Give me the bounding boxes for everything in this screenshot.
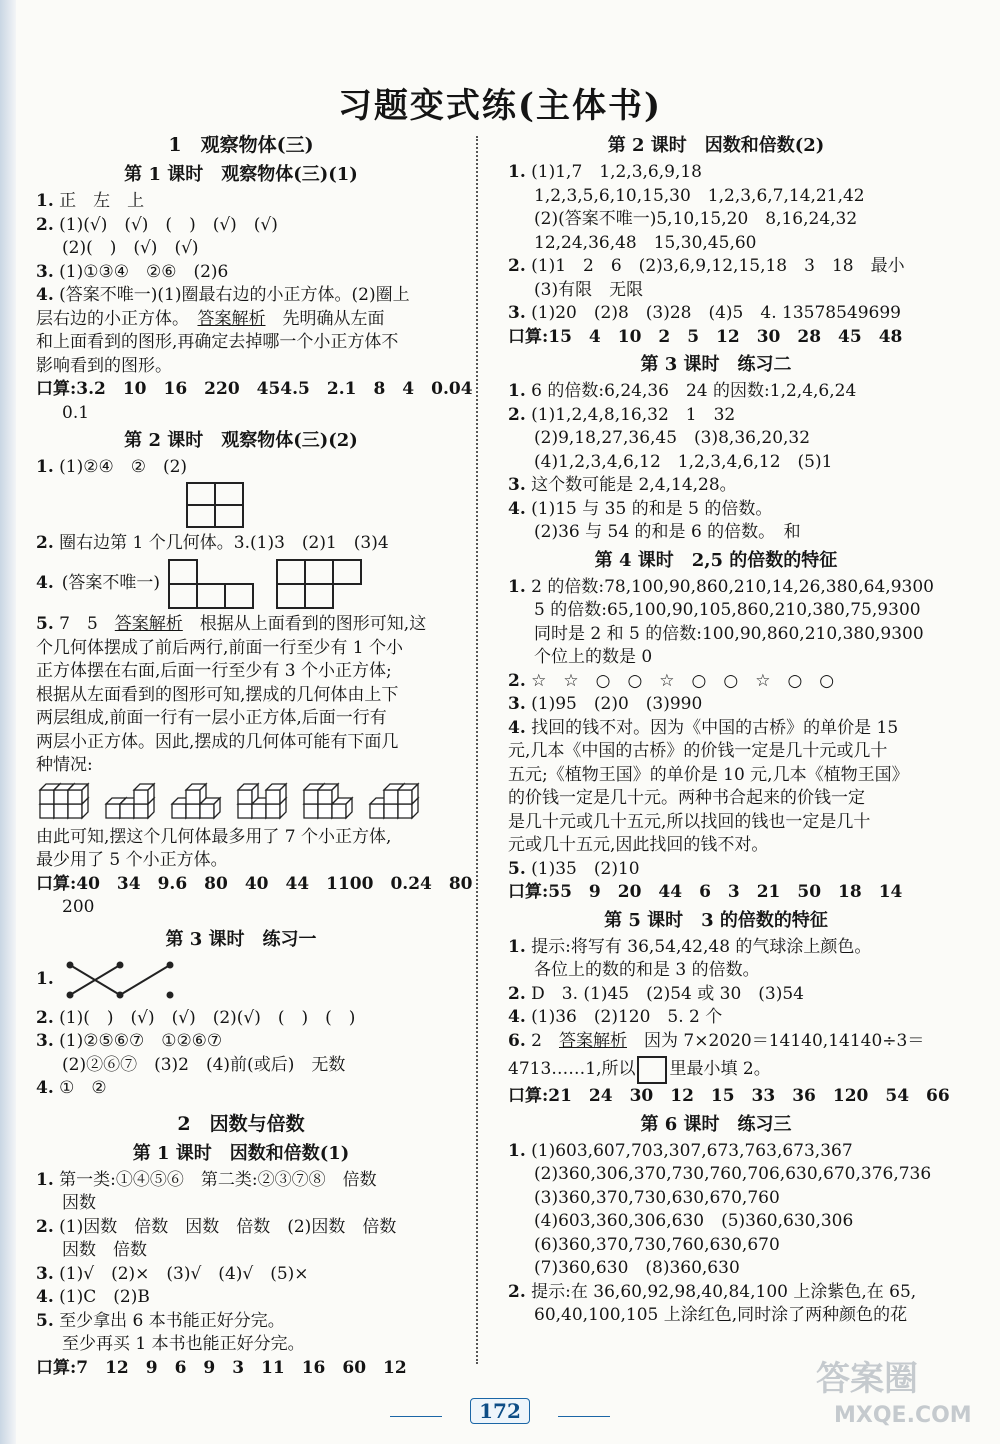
answer-line: 2. (1)(√) (√) ( ) (√) (√) [36,214,278,235]
cube-icon [266,784,286,804]
answer-line: (4)603,360,306,630 (5)360,630,306 [534,1211,854,1231]
answer-line: 元,几本《中国的古桥》的价钱一定是几十元或几十 [508,741,888,761]
column-divider [476,136,478,1364]
answer-line: (2)360,306,370,730,760,706,630,670,376,736 [534,1164,932,1184]
oral-calc: 口算:55 9 20 44 6 3 21 50 18 14 [508,882,903,902]
oral-calc: 口算:21 24 30 12 15 33 36 120 54 66 [508,1086,950,1106]
answer-line: 个位上的数是 0 [534,647,653,667]
answer-line: 1. 第一类:①④⑤⑥ 第二类:②③⑦⑧ 倍数 [36,1169,377,1190]
shape-answer: 4. (答案不唯一) [36,557,446,611]
answer-line: 2. 圈右边第 1 个几何体。3.(1)3 (2)1 (3)4 [36,532,389,553]
oral-calc: 0.1 [62,402,90,423]
answer-line: 3. (1)①③④ ②⑥ (2)6 [36,261,229,282]
answer-line: 1. 6 的倍数:6,24,36 24 的因数:1,2,4,6,24 [508,381,857,401]
answer-line: 是几十元或几十五元,所以找回的钱也一定是几十 [508,811,871,832]
answer-line: 两层组成,前面一行有一层小正方体,后面一行有 [36,708,387,728]
answer-line: 5 的倍数:65,100,90,105,860,210,380,75,9300 [534,600,921,620]
svg-text:答案圈: 答案圈 [816,1359,918,1399]
cube-figures [36,780,446,824]
cube-icon [186,784,206,804]
oral-calc: 口算:40 34 9.6 80 40 44 1100 0.24 80 [36,873,473,894]
cube-icon [318,784,338,804]
answer-line: 由此可知,摆这个几何体最多用了 7 个小正方体, [36,826,392,847]
answer-line: 1. (1)②④ ② (2) [36,457,188,477]
answer-line: 和上面看到的图形,再确定去掉哪一个小正方体不 [36,332,399,352]
answer-line: 正方体摆在右面,后面一行至少有 3 个小正方体; [36,661,392,681]
cube-icon [398,784,418,804]
answer-line: (2)②⑥⑦ (3)2 (4)前(或后) 无数 [62,1054,346,1075]
oral-calc: 口算:15 4 10 2 5 12 30 28 45 48 [508,326,903,347]
page-number: 172 [440,1398,560,1432]
answer-line: 2. (1)1,2,4,8,16,32 1 32 [508,404,736,425]
answer-line: 最少用了 5 个小正方体。 [36,850,228,870]
answer-line: 4. (答案不唯一)(1)圈最右边的小正方体。(2)圈上 [36,285,410,305]
answer-line: 2. (1)1 2 6 (2)3,6,9,12,15,18 3 18 最小 [508,256,905,276]
answer-line: 两层小正方体。因此,摆成的几何体可能有下面几 [36,731,399,752]
lesson-heading: 第 3 课时 练习二 [640,354,792,375]
oral-calc: 200 [62,897,95,917]
answer-line: 五元;《植物王国》的单价是 10 元,几本《植物王国》 [508,764,909,785]
answer-line: 因数 倍数 [62,1240,147,1260]
answer-line: 至少再买 1 本书也能正好分完。 [62,1334,305,1354]
answer-line: 3. (1)95 (2)0 (3)990 [508,694,703,714]
answer-line: (4)1,2,3,4,6,12 1,2,3,4,6,12 (5)1 [534,451,833,472]
answer-line: 2. 提示:在 36,60,92,98,40,84,100 上涂紫色,在 65, [508,1281,917,1302]
analysis-tag: 答案解析 [114,614,183,634]
answer-line: 3. (1)√ (2)× (3)√ (4)√ (5)× [36,1263,309,1284]
answer-line: 种情况: [36,755,93,775]
cube-icon [68,784,88,804]
answer-line: (2)9,18,27,36,45 (3)8,36,20,32 [534,428,811,448]
answer-line: 4. (1)15 与 35 的和是 5 的倍数。 [508,498,773,519]
answer-line: (3)有限 无限 [534,279,644,300]
answer-line: 5. 7 5 答案解析 根据从上面看到的图形可知,这 [36,614,427,634]
analysis-tag: 答案解析 [558,1030,627,1051]
answer-line: (3)360,370,730,630,670,760 [534,1187,780,1208]
oral-calc: 口算:7 12 9 6 9 3 11 16 60 12 [36,1357,407,1378]
answer-line: 4713……1,所以 里最小填 2。 [508,1053,924,1085]
right-column [508,130,950,1328]
matching-figure: 1. [36,955,446,1005]
analysis-tag: 答案解析 [197,308,266,329]
answer-line: 6. 2 答案解析 因为 7×2020＝14140,14140÷3＝ [508,1030,925,1051]
answer-line: 1,2,3,5,6,10,15,30 1,2,3,6,7,14,21,42 [534,185,865,206]
cube-icon [238,784,258,804]
svg-text:MXQE.COM: MXQE.COM [834,1403,972,1428]
answer-line: 4. (1)36 (2)120 5. 2 个 [508,1007,723,1027]
answer-line: 因数 [62,1193,96,1213]
page-edge [0,0,16,1444]
answer-line: 的价钱一定是几十元。两种书合起来的价钱一定 [508,788,865,808]
answer-line: 4. (1)C (2)B [36,1287,150,1307]
answer-line: 2. D 3. (1)45 (2)54 或 30 (3)54 [508,983,804,1004]
lesson-heading: 第 4 课时 2,5 的倍数的特征 [594,549,838,571]
answer-line: (2)( ) (√) (√) [62,238,199,258]
answer-line: 3. (1)20 (2)8 (3)28 (4)5 4. 13578549699 [508,303,901,323]
answer-line: 60,40,100,105 上涂红色,同时涂了两种颜色的花 [534,1305,908,1325]
answer-line: 元或几十五元,因此找回的钱不对。 [508,835,769,855]
answer-line: 1. 2 的倍数:78,100,90,860,210,14,26,380,64,9300 [508,576,934,597]
blank-box [637,1056,667,1084]
answer-line: 3. (1)②⑤⑥⑦ ①②⑥⑦ [36,1031,223,1051]
answer-line: 2. ☆ ☆ ○ ○ ☆ ○ ○ ☆ ○ ○ [508,670,835,691]
answer-line: (6)360,370,730,760,630,670 [534,1234,780,1255]
answer-line: (2)(答案不唯一)5,10,15,20 8,16,24,32 [534,209,858,229]
lesson-heading: 第 3 课时 练习一 [165,928,317,950]
watermark-logo [810,1350,990,1430]
answer-line: 个几何体摆成了前后两行,前面一行至少有 1 个小 [36,637,404,658]
answer-line: 1. (1)1,7 1,2,3,6,9,18 [508,162,703,182]
answer-line: 2. (1)因数 倍数 因数 倍数 (2)因数 倍数 [36,1216,397,1237]
lesson-heading: 第 2 课时 观察物体(三)(2) [124,430,358,451]
grid-figure [186,482,446,530]
cube-icon [134,784,154,804]
answer-line: 1. 正 左 上 [36,191,145,211]
answer-line: 同时是 2 和 5 的倍数:100,90,860,210,380,9300 [534,623,924,644]
page-title: 习题变式练(主体书) [337,86,663,126]
lesson-heading: 第 5 课时 3 的倍数的特征 [604,909,828,931]
left-column [36,130,473,1380]
answer-line: 4. ① ② [36,1078,107,1098]
lesson-heading: 第 1 课时 因数和倍数(1) [132,1142,350,1164]
chapter-heading: 2 因数与倍数 [177,1112,305,1135]
answer-line: 5. 至少拿出 6 本书能正好分完。 [36,1310,285,1331]
answer-line: 4. 找回的钱不对。因为《中国的古桥》的单价是 15 [508,717,899,738]
answer-line: (2)36 与 54 的和是 6 的倍数。 和 [534,522,801,542]
chapter-heading: 1 观察物体(三) [168,134,314,156]
lesson-heading: 第 2 课时 因数和倍数(2) [607,135,825,156]
answer-line: 影响看到的图形。 [36,355,172,376]
lesson-heading: 第 6 课时 练习三 [640,1113,792,1135]
answer-line: 各位上的数的和是 3 的倍数。 [534,960,760,980]
lesson-heading: 第 1 课时 观察物体(三)(1) [124,164,358,185]
answer-line: 层右边的小正方体。 答案解析 先明确从左面 [36,308,385,329]
answer-line: 1. (1)603,607,703,307,673,763,673,367 [508,1140,853,1161]
answer-line: 12,24,36,48 15,30,45,60 [534,232,757,253]
answer-line: 1. 提示:将写有 36,54,42,48 的气球涂上颜色。 [508,936,872,957]
answer-line: 根据从左面看到的图形可知,摆成的几何体由上下 [36,684,399,705]
answer-line: (7)360,630 (8)360,630 [534,1258,740,1278]
oral-calc: 口算:3.2 10 16 220 454.5 2.1 8 4 0.04 [36,379,473,399]
answer-line: 2. (1)( ) (√) (√) (2)(√) ( ) ( ) [36,1007,356,1028]
answer-line: 3. 这个数可能是 2,4,14,28。 [508,475,737,495]
answer-line: 5. (1)35 (2)10 [508,858,640,879]
